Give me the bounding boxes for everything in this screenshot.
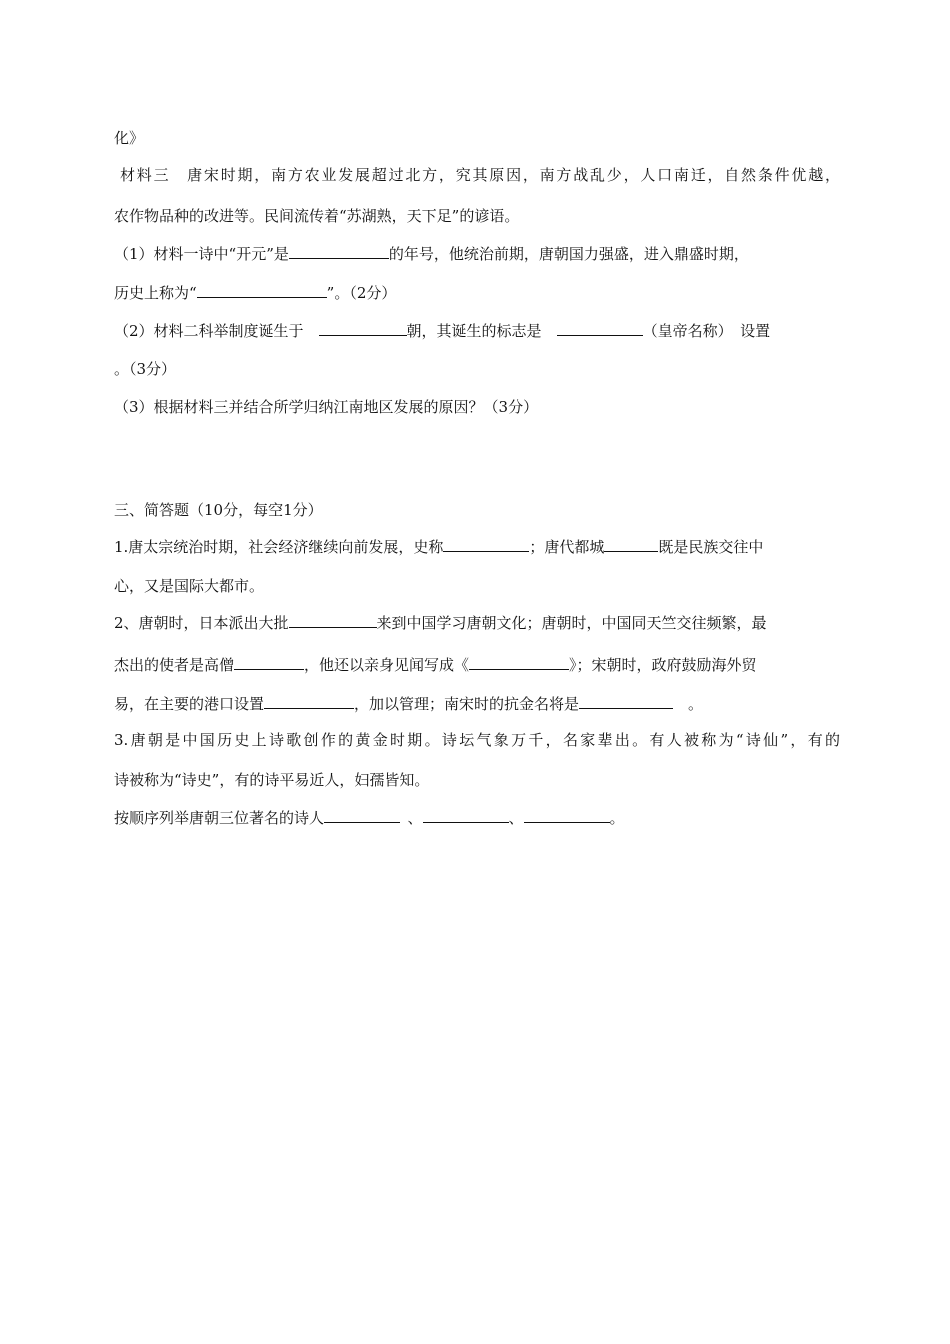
- answer-blank[interactable]: [264, 693, 354, 709]
- text-segment: 1.唐太宗统治时期，社会经济继续向前发展，史称: [114, 538, 444, 556]
- short-answer-1-line: [114, 536, 840, 557]
- section-heading: [114, 500, 840, 520]
- text-segment: （2）材料二科举制度诞生于: [114, 322, 304, 340]
- short-answer-3-line: [114, 807, 840, 828]
- text-line: [114, 128, 840, 148]
- text-segment: 材料三 唐宋时期，南方农业发展超过北方，究其原因，南方战乱少，人口南迁，自然条件优越，: [120, 166, 840, 184]
- text-segment: 2、唐朝时，日本派出大批: [114, 614, 289, 632]
- answer-blank[interactable]: [579, 693, 673, 709]
- text-segment: 3.唐朝是中国历史上诗歌创作的黄金时期。诗坛气象万千，名家辈出。有人被称为“诗仙”，有的: [114, 731, 840, 749]
- short-answer-2-line: [114, 654, 840, 675]
- answer-blank[interactable]: [234, 654, 304, 670]
- text-segment: 、: [508, 809, 524, 827]
- text-segment: 农作物品种的改进等。民间流传着“苏湖熟，天下足”的谚语。: [114, 207, 520, 225]
- text-segment: 》；宋朝时，政府鼓励海外贸: [569, 656, 757, 674]
- answer-blank[interactable]: [289, 243, 389, 259]
- answer-blank[interactable]: [423, 807, 509, 823]
- text-segment: ，他还以亲身见闻写成《: [304, 656, 470, 674]
- answer-blank[interactable]: [557, 320, 643, 336]
- text-line: [114, 359, 840, 379]
- short-answer-3-line: [114, 730, 840, 750]
- text-segment: 来到中国学习唐朝文化；唐朝时，中国同天竺交往频繁，最: [376, 614, 767, 632]
- text-segment: 。: [609, 809, 625, 827]
- short-answer-2-line: [114, 693, 840, 714]
- answer-blank[interactable]: [524, 807, 610, 823]
- text-line: [114, 576, 840, 596]
- answer-blank[interactable]: [443, 536, 529, 552]
- answer-blank[interactable]: [604, 536, 658, 552]
- text-segment: 按顺序列举唐朝三位著名的诗人: [114, 809, 325, 827]
- question-1-line: [114, 243, 840, 264]
- text-segment: （3）根据材料三并结合所学归纳江南地区发展的原因？（3分）: [114, 398, 539, 416]
- text-segment: 心，又是国际大都市。: [114, 577, 265, 595]
- text-segment: （1）材料一诗中“开元”是: [114, 245, 289, 263]
- text-segment: ，加以管理；南宋时的抗金名将是: [354, 695, 580, 713]
- text-segment: 既是民族交往中: [658, 538, 764, 556]
- answer-blank[interactable]: [289, 612, 377, 628]
- text-segment: 朝，其诞生的标志是: [406, 322, 542, 340]
- text-segment: （皇帝名称） 设置: [642, 322, 771, 340]
- text-segment: 的年号，他统治前期，唐朝国力强盛，进入鼎盛时期，: [388, 245, 749, 263]
- short-answer-2-line: [114, 612, 840, 633]
- answer-blank[interactable]: [319, 320, 407, 336]
- text-segment: 诗被称为“诗史”，有的诗平易近人，妇孺皆知。: [114, 771, 430, 789]
- text-segment: 、: [407, 809, 423, 827]
- question-1-line: [114, 282, 840, 303]
- question-3-line: [114, 397, 840, 417]
- text-segment: ”。（2分）: [326, 284, 397, 302]
- text-segment: ；唐代都城: [529, 538, 605, 556]
- text-segment: 历史上称为“: [114, 284, 197, 302]
- text-segment: 。（3分）: [114, 360, 177, 378]
- answer-blank[interactable]: [197, 282, 327, 298]
- text-segment: 化》: [114, 129, 145, 147]
- text-line: [114, 770, 840, 790]
- text-segment: 易，在主要的港口设置: [114, 695, 265, 713]
- text-segment: 。: [673, 695, 704, 713]
- answer-blank[interactable]: [324, 807, 400, 823]
- material-three-line: [120, 165, 840, 185]
- question-2-line: [114, 320, 840, 341]
- text-line: [114, 206, 840, 226]
- text-segment: 三、简答题（10分，每空1分）: [114, 501, 323, 519]
- text-segment: 杰出的使者是高僧: [114, 656, 235, 674]
- answer-blank[interactable]: [469, 654, 569, 670]
